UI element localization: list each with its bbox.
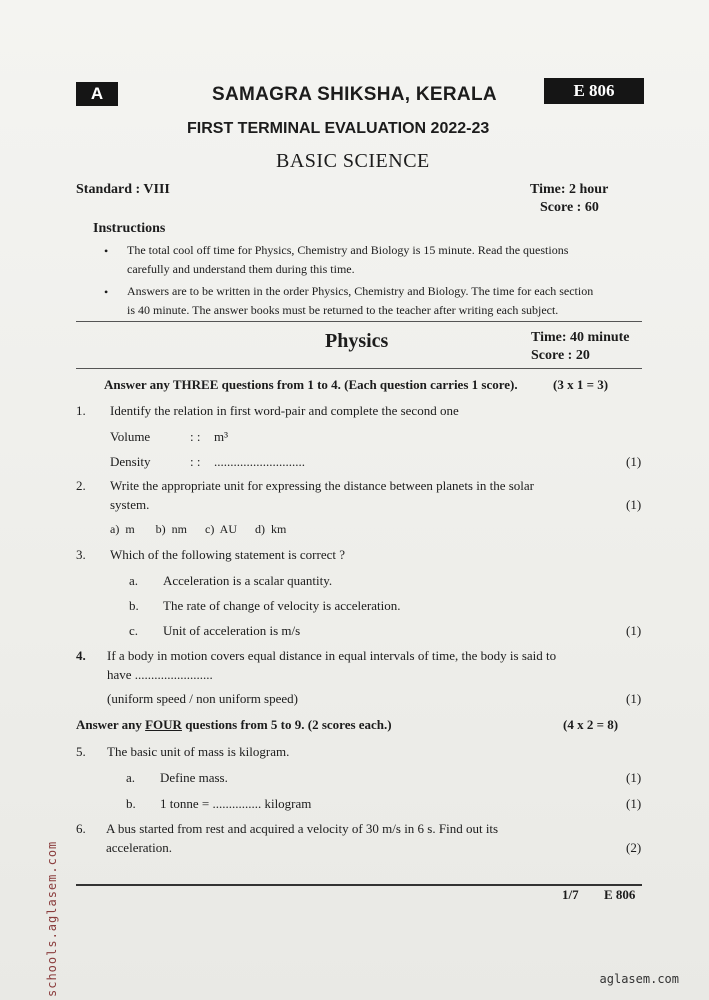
q5-number: 5. bbox=[76, 744, 86, 759]
q3-option-key: c. bbox=[129, 623, 139, 638]
q5a-mark: (1) bbox=[626, 770, 642, 785]
q3-number: 3. bbox=[76, 547, 86, 562]
q1-number: 1. bbox=[76, 403, 86, 418]
instruction-line: The total cool off time for Physics, Chemistry and Biology is 15 minute. Read the questions bbox=[127, 243, 569, 257]
part2-heading-pre: Answer any bbox=[76, 717, 146, 732]
total-score: Score : 60 bbox=[540, 200, 599, 215]
q4-text-line1: If a body in motion covers equal distance in equal intervals of time, the body is said to bbox=[107, 648, 557, 663]
section-time: Time: 40 minute bbox=[531, 330, 630, 345]
section-title: Physics bbox=[325, 330, 389, 352]
q3-option-text: The rate of change of velocity is acceleration. bbox=[163, 598, 401, 613]
q3-option-text: Acceleration is a scalar quantity. bbox=[163, 573, 333, 588]
exam-title: FIRST TERMINAL EVALUATION 2022-23 bbox=[187, 120, 490, 137]
q1-pair1-right: m³ bbox=[214, 429, 229, 444]
subject-title: BASIC SCIENCE bbox=[276, 150, 430, 172]
instructions-title: Instructions bbox=[93, 221, 166, 236]
q1-pair2-blank: ............................ bbox=[214, 454, 305, 469]
footer-divider bbox=[76, 884, 642, 886]
q3-option-key: a. bbox=[129, 573, 139, 588]
divider bbox=[76, 321, 642, 322]
q2-text-line1: Write the appropriate unit for expressing the distance between planets in the solar bbox=[110, 478, 534, 493]
side-watermark: schools.aglasem.com bbox=[45, 840, 59, 997]
q2-number: 2. bbox=[76, 478, 86, 493]
part1-marks: (3 x 1 = 3) bbox=[553, 377, 609, 392]
instruction-line: carefully and understand them during this time. bbox=[127, 262, 355, 276]
paper-code-badge: E 806 bbox=[544, 78, 644, 104]
divider bbox=[76, 368, 642, 369]
part1-heading: Answer any THREE questions from 1 to 4. (Each question carries 1 score). bbox=[104, 377, 518, 392]
q1-pair1-left: Volume bbox=[110, 429, 151, 444]
bullet-icon: • bbox=[104, 285, 109, 299]
q5b-mark: (1) bbox=[626, 796, 642, 811]
q1-text: Identify the relation in first word-pair and complete the second one bbox=[110, 403, 459, 418]
footer-code: E 806 bbox=[604, 887, 636, 902]
q5-text: The basic unit of mass is kilogram. bbox=[107, 744, 290, 759]
total-time: Time: 2 hour bbox=[530, 182, 609, 197]
q6-number: 6. bbox=[76, 821, 86, 836]
q3-text: Which of the following statement is correct ? bbox=[110, 547, 346, 562]
q4-text-line2: have ........................ bbox=[107, 667, 213, 682]
q2-mark: (1) bbox=[626, 497, 642, 512]
instruction-line: is 40 minute. The answer books must be returned to the teacher after writing each subject. bbox=[127, 303, 559, 317]
q1-pair2-sep: : : bbox=[190, 454, 201, 469]
q1-mark: (1) bbox=[626, 454, 642, 469]
set-badge: A bbox=[76, 82, 118, 106]
part2-marks: (4 x 2 = 8) bbox=[563, 717, 619, 732]
q5b-key: b. bbox=[126, 796, 136, 811]
q6-text-line1: A bus started from rest and acquired a velocity of 30 m/s in 6 s. Find out its bbox=[106, 821, 499, 836]
instruction-line: Answers are to be written in the order Physics, Chemistry and Biology. The time for each section bbox=[127, 284, 594, 298]
q2-text-line2: system. bbox=[110, 497, 150, 512]
q2-options: a) m b) nm c) AU d) km bbox=[110, 522, 287, 536]
q1-pair2-left: Density bbox=[110, 454, 151, 469]
standard-label: Standard : VIII bbox=[76, 182, 170, 197]
part2-heading bbox=[76, 717, 392, 733]
q6-text-line2: acceleration. bbox=[106, 840, 173, 855]
q5a-key: a. bbox=[126, 770, 136, 785]
q4-mark: (1) bbox=[626, 691, 642, 706]
part2-heading-underlined: FOUR bbox=[145, 717, 182, 732]
part2-heading-post: questions from 5 to 9. (2 scores each.) bbox=[181, 717, 392, 732]
q1-pair1-sep: : : bbox=[190, 429, 201, 444]
q4-number: 4. bbox=[76, 648, 86, 663]
q5b-text: 1 tonne = ............... kilogram bbox=[160, 796, 312, 811]
page-number: 1/7 bbox=[562, 887, 579, 902]
q3-option-key: b. bbox=[129, 598, 139, 613]
q3-option-text: Unit of acceleration is m/s bbox=[163, 623, 301, 638]
q5a-text: Define mass. bbox=[160, 770, 228, 785]
q4-choices: (uniform speed / non uniform speed) bbox=[107, 691, 298, 706]
org-title: SAMAGRA SHIKSHA, KERALA bbox=[212, 84, 497, 105]
section-score: Score : 20 bbox=[531, 348, 590, 363]
q3-mark: (1) bbox=[626, 623, 642, 638]
bullet-icon: • bbox=[104, 244, 109, 258]
q6-mark: (2) bbox=[626, 840, 642, 855]
bottom-watermark: aglasem.com bbox=[599, 972, 679, 986]
